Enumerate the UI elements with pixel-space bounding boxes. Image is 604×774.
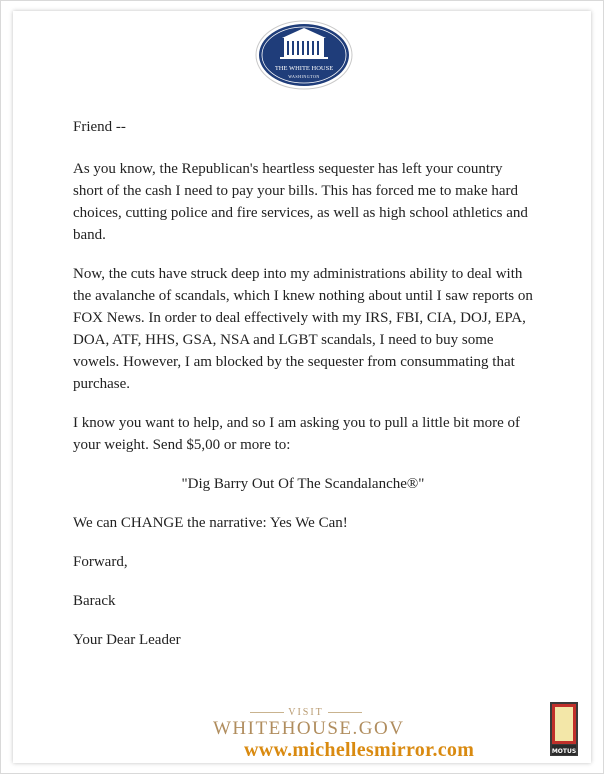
motus-badge-icon [549,701,579,757]
white-house-seal [254,19,354,91]
letter-signature: Barack [73,593,116,609]
motus-badge [549,701,579,757]
seal-subtitle: WASHINGTON [288,74,320,79]
letter-slogan: We can CHANGE the narrative: Yes We Can! [73,515,348,531]
campaign-name: "Dig Barry Out Of The Scandalanche®" [181,476,425,492]
white-house-seal-icon [254,19,354,91]
letter-greeting: Friend -- [73,119,126,135]
site-watermark: www.michellesmirror.com [244,739,475,761]
letter-body [73,116,533,668]
divider [328,712,362,713]
whitehouse-site-label: WHITEHOUSE.GOV [213,718,405,739]
seal-title: THE WHITE HOUSE [274,65,334,72]
motus-label: MOTUS [551,748,577,755]
visit-label-row [213,707,399,718]
divider [250,712,284,713]
letter-paragraph-3: I know you want to help, and so I am asking you to pull a little bit more of your weight. Send $5,00 or more to: [73,415,521,453]
visit-label: VISIT [288,707,324,718]
letter-signer-title: Your Dear Leader [73,632,181,648]
letter-page [13,11,591,763]
letter-paragraph-1: As you know, the Republican's heartless sequester has left your country short of the cash I need to pay your bills. This has forced me to make hard choices, cutting police and fire services, as well as high school athletics and band. [73,161,528,243]
letter-paragraph-2: Now, the cuts have struck deep into my administrations ability to deal with the avalanche of scandals, which I knew nothing about until I saw reports on FOX News. In order to deal effectively with my IRS, FBI, CIA, DOJ, EPA, DOA, ATF, HHS, GSA, NSA and LGBT scandals, I need to buy some vowels. However, I am blocked by the sequester from consummating that purchase. [73,266,533,392]
visit-whitehouse-link[interactable] [213,707,405,740]
letter-closing: Forward, [73,554,128,570]
